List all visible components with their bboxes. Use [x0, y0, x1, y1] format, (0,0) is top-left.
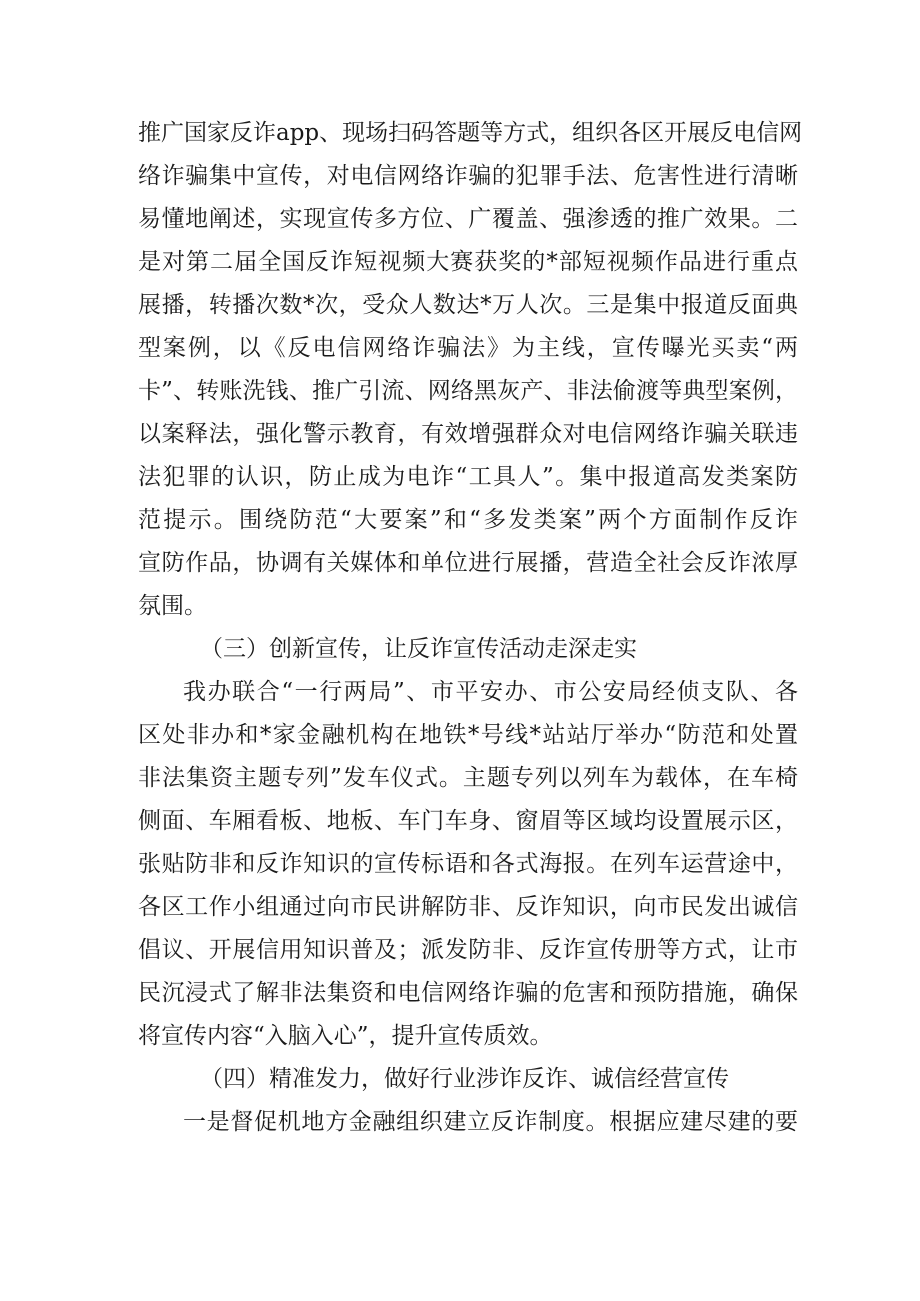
paragraph-line: 张贴防非和反诈知识的宣传标语和各式海报。在列车运营途中， [138, 851, 798, 877]
paragraph-line: 氛围。 [138, 593, 207, 619]
paragraph-line: 一是督促机地方金融组织建立反诈制度。根据应建尽建的要 [183, 1109, 798, 1135]
paragraph-line: 我办联合“一行两局”、市平安办、市公安局经侦支队、各 [183, 679, 798, 705]
paragraph-line: 宣防作品，协调有关媒体和单位进行展播，营造全社会反诈浓厚 [138, 550, 798, 576]
paragraph-line: 侧面、车厢看板、地板、车门车身、窗眉等区域均设置展示区， [138, 808, 798, 834]
paragraph-line: 各区工作小组通过向市民讲解防非、反诈知识，向市民发出诚信 [138, 894, 798, 920]
paragraph-line: 是对第二届全国反诈短视频大赛获奖的*部短视频作品进行重点 [138, 249, 798, 275]
paragraph-line: 络诈骗集中宣传，对电信网络诈骗的犯罪手法、危害性进行清晰 [138, 163, 798, 189]
paragraph-line: 型案例，以《反电信网络诈骗法》为主线，宣传曝光买卖“两 [138, 335, 798, 361]
paragraph-line: 展播，转播次数*次，受众人数达*万人次。三是集中报道反面典 [138, 292, 798, 318]
paragraph-line: 民沉浸式了解非法集资和电信网络诈骗的危害和预防措施，确保 [138, 980, 798, 1006]
section-heading-3: （三）创新宣传，让反诈宣传活动走深走实 [200, 636, 637, 662]
paragraph-line: 倡议、开展信用知识普及；派发防非、反诈宣传册等方式，让市 [138, 937, 798, 963]
paragraph-line: 卡”、转账洗钱、推广引流、网络黑灰产、非法偷渡等典型案例， [138, 378, 798, 404]
paragraph-line: 易懂地阐述，实现宣传多方位、广覆盖、强渗透的推广效果。二 [138, 206, 798, 232]
paragraph-line: 将宣传内容“入脑入心”，提升宣传质效。 [138, 1023, 553, 1049]
section-heading-4: （四）精准发力，做好行业涉诈反诈、诚信经营宣传 [200, 1066, 729, 1092]
paragraph-line: 推广国家反诈app、现场扫码答题等方式，组织各区开展反电信网 [138, 120, 803, 146]
paragraph-line: 法犯罪的认识，防止成为电诈“工具人”。集中报道高发类案防 [138, 464, 798, 490]
paragraph-line: 区处非办和*家金融机构在地铁*号线*站站厅举办“防范和处置 [138, 722, 798, 748]
paragraph-line: 非法集资主题专列”发车仪式。主题专列以列车为载体，在车椅 [138, 765, 798, 791]
paragraph-line: 范提示。围绕防范“大要案”和“多发类案”两个方面制作反诈 [138, 507, 798, 533]
paragraph-line: 以案释法，强化警示教育，有效增强群众对电信网络诈骗关联违 [138, 421, 798, 447]
